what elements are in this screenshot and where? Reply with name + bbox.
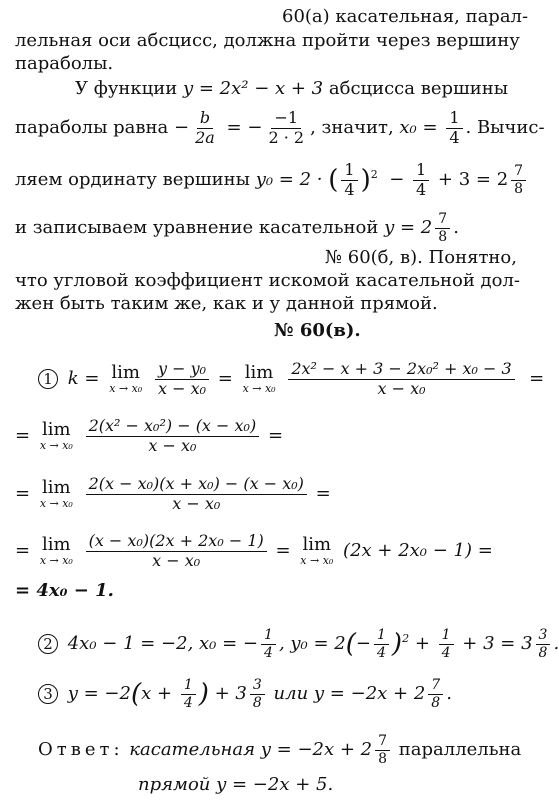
fraction: $\frac{7}{8}$ [435,211,450,244]
math-line: 3 y = −2(x + $\frac{1}{4}$ ) + 3 $\frac{3}{8}$ или y = −2x + 2 $\frac{7}{8}$ . [38,670,452,718]
text-line: что угловой коэффициент искомой касательной дол- [15,270,520,291]
math-line: 1 k = lim x → x₀ $\frac{\text{y − y₀}}{\text{x − x₀}}$ = lim x → x₀ $\frac{\text{2x² − x + 3 − 2x₀² + x₀ − 3}}{\text{x − x₀}}$ = [38,355,544,403]
math-line: = 4x₀ − 1. [15,580,114,601]
step-number-2: 2 [38,634,58,654]
section-heading: № 60(в). [274,320,361,341]
fraction: $\frac{1}{4}$ [413,161,429,199]
text-line: жен быть таким же, как и у данной прямой. [15,293,438,314]
text-line: и записываем уравнение касательной y = 2 $\frac{7}{8}$ . [15,211,459,245]
math-line: = lim x → x₀ $\frac{\text{2(x − x₀)(x + x₀) − (x − x₀)}}{\text{x − x₀}}$ = [15,474,331,513]
fraction: $\frac{-1}{2 \cdot 2}$ [268,108,305,147]
text-line: ляем ординату вершины y₀ = 2 · ( $\frac{1}{4}$ )$^2$ − $\frac{1}{4}$ + 3 = 2 $\frac{7}{8}$ [15,153,529,202]
fraction: $\frac{1}{4}$ [446,109,462,147]
answer-line: прямой y = −2x + 5. [138,774,334,795]
math-line: = lim x → x₀ $\frac{\text{(x − x₀)(2x + 2x₀ − 1)}}{\text{x − x₀}}$ = lim x → x₀ (2x + 2x₀ − 1) = [15,531,493,570]
fraction: $\frac{1}{4}$ [341,161,357,199]
answer-line: Ответ: касательная y = −2x + 2 $\frac{7}{8}$ параллельна [38,733,522,767]
fraction: $\frac{b}{2a}$ [195,108,215,147]
answer-label: Ответ: [38,739,124,760]
step-number-1: 1 [38,369,58,389]
text-line: № 60(б, в). Понятно, [325,247,517,268]
text-line: У функции y = 2x² − x + 3 абсцисса вершины [75,78,509,99]
text-line: параболы равна − $\frac{b}{2a}$ = − $\frac{-1}{2 \cdot 2}$ , значит, x₀ = $\frac{1}{4}$ . Вычис- [15,108,545,147]
text-line: лельная оси абсцисс, должна пройти через вершину [15,30,520,51]
math-line: 2 4x₀ − 1 = −2, x₀ = − $\frac{1}{4}$ , y₀ = 2(− $\frac{1}{4}$ )$^2$ + $\frac{1}{4}$ + 3 = 3 $\frac{3}{8}$ . [38,615,559,668]
math-line: = lim x → x₀ $\frac{\text{2(x² − x₀²) − (x − x₀)}}{\text{x − x₀}}$ = [15,416,284,455]
step-number-3: 3 [38,684,58,704]
text-line: параболы. [15,53,114,74]
fraction: $\frac{7}{8}$ [511,163,526,196]
text-line: 60(а) касательная, парал- [282,6,529,27]
